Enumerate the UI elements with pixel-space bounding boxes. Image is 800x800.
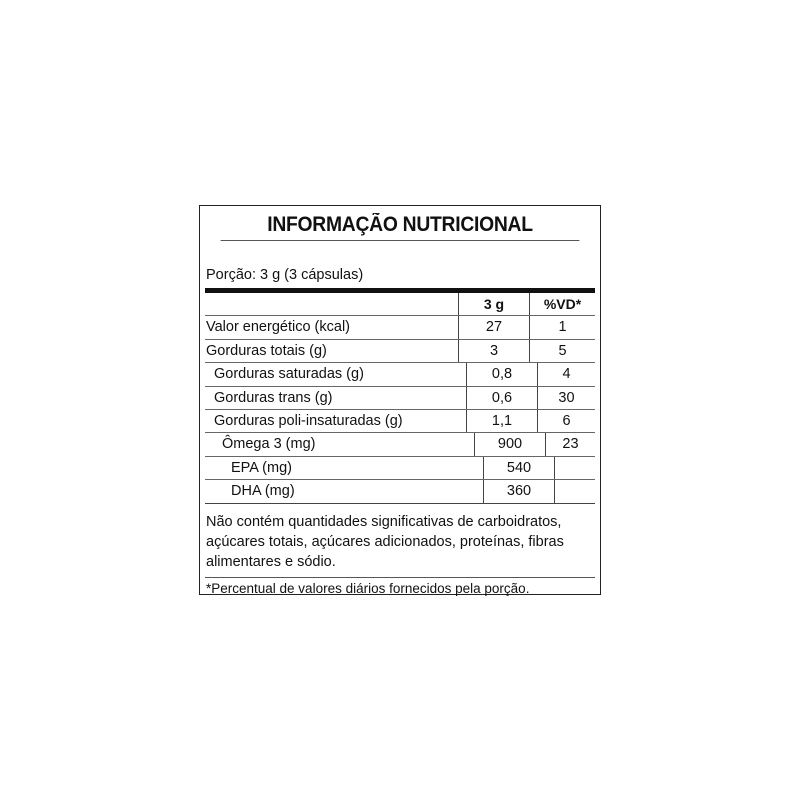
nutrient-amount: 360 — [483, 480, 555, 502]
header-amount: 3 g — [458, 293, 530, 315]
nutrient-name: Ômega 3 (mg) — [222, 436, 316, 453]
nutrient-amount: 27 — [458, 316, 530, 338]
insignificant-amounts-note: Não contém quantidades significativas de carboidratos, açúcares totais, açúcares adicionados, proteínas, fibras alimentares e sódio. — [205, 504, 595, 578]
nutrient-name: DHA (mg) — [231, 483, 295, 500]
table-row — [205, 363, 595, 386]
header-daily-value: %VD* — [543, 296, 582, 312]
nutrient-daily-value: 6 — [562, 412, 571, 429]
nutrition-facts-label — [199, 205, 601, 595]
table-row — [205, 410, 595, 433]
nutrient-daily-value: 23 — [562, 436, 579, 453]
nutrient-amount: 0,6 — [466, 387, 538, 409]
nutrient-amount: 1,1 — [466, 410, 538, 432]
nutrient-amount: 0,8 — [466, 363, 538, 385]
table-row — [205, 387, 595, 410]
nutrient-name: Gorduras trans (g) — [214, 389, 333, 406]
nutrient-daily-value: 1 — [558, 319, 567, 336]
nutrient-daily-value — [555, 480, 595, 502]
nutrient-amount: 3 — [458, 340, 530, 362]
nutrient-amount: 540 — [483, 457, 555, 479]
table-row — [205, 480, 595, 503]
nutrient-daily-value — [555, 457, 595, 479]
nutrient-name: Gorduras totais (g) — [206, 342, 327, 359]
nutrient-daily-value: 30 — [558, 389, 575, 406]
nutrient-table — [205, 293, 595, 504]
table-header-row — [205, 293, 595, 316]
label-title: INFORMAÇÃO NUTRICIONAL — [221, 206, 580, 241]
portion-size: Porção: 3 g (3 cápsulas) — [205, 241, 595, 293]
nutrient-amount: 900 — [474, 433, 546, 455]
nutrient-name: Gorduras poli-insaturadas (g) — [214, 412, 403, 429]
nutrient-name: Valor energético (kcal) — [206, 319, 350, 336]
table-row — [205, 433, 595, 456]
nutrient-name: EPA (mg) — [231, 459, 292, 476]
table-row — [205, 457, 595, 480]
header-nutrient — [205, 293, 458, 315]
daily-value-footnote: *Percentual de valores diários fornecidos pela porção. — [206, 580, 530, 596]
nutrient-daily-value: 5 — [558, 342, 567, 359]
nutrient-daily-value: 4 — [562, 366, 571, 383]
table-row — [205, 340, 595, 363]
table-row — [205, 316, 595, 339]
nutrient-name: Gorduras saturadas (g) — [214, 366, 364, 383]
